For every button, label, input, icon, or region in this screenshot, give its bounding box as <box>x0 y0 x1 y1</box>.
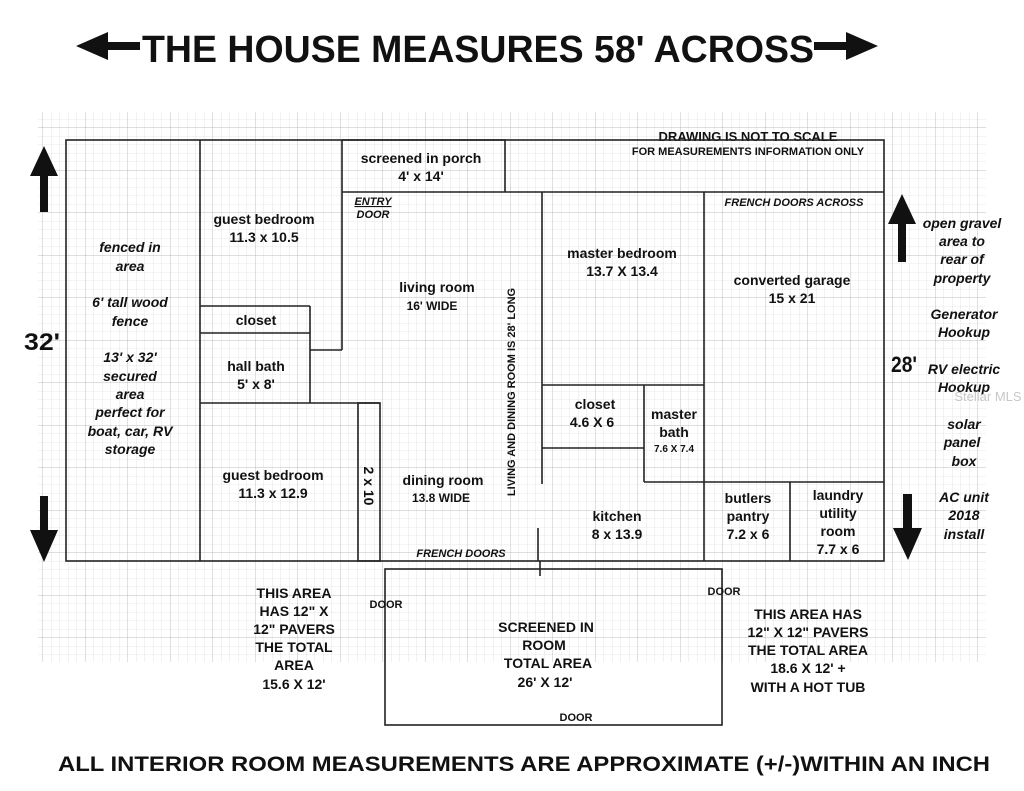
svg-text:16' WIDE: 16' WIDE <box>406 299 458 313</box>
left-height-label: 32' <box>24 329 60 356</box>
svg-text:ENTRY: ENTRY <box>354 196 392 208</box>
svg-text:master: master <box>651 406 697 422</box>
butlers-pantry-label <box>725 490 772 542</box>
svg-text:RV electric: RV electric <box>927 361 1001 377</box>
svg-text:box: box <box>951 453 977 469</box>
svg-text:7.6 X 7.4: 7.6 X 7.4 <box>653 444 695 455</box>
svg-text:18.6 X 12' +: 18.6 X 12' + <box>770 660 846 676</box>
svg-text:5' x 8': 5' x 8' <box>237 376 275 392</box>
right-height-label: 28' <box>891 352 917 377</box>
title-arrow-left <box>76 32 140 60</box>
svg-text:perfect for: perfect for <box>95 404 165 420</box>
svg-text:area: area <box>115 386 145 402</box>
footer-note: ALL INTERIOR ROOM MEASUREMENTS ARE APPROXIMATE (+/-)WITHIN AN INCH <box>58 753 990 776</box>
closet-1-label: closet <box>235 312 277 328</box>
svg-text:dining room: dining room <box>402 472 484 488</box>
svg-text:13.8 WIDE: 13.8 WIDE <box>411 491 471 505</box>
svg-text:bath: bath <box>659 424 689 440</box>
svg-text:fenced in: fenced in <box>99 239 161 255</box>
svg-text:kitchen: kitchen <box>592 508 642 524</box>
svg-text:panel: panel <box>943 434 981 450</box>
svg-text:15.6 X 12': 15.6 X 12' <box>262 676 326 692</box>
right-pavers-note <box>748 606 869 695</box>
screened-room-label <box>498 619 594 690</box>
svg-text:Generator: Generator <box>930 306 998 322</box>
svg-text:area: area <box>115 258 145 274</box>
svg-text:13.7 X 13.4: 13.7 X 13.4 <box>586 263 658 279</box>
svg-text:utility: utility <box>819 505 857 521</box>
svg-text:room: room <box>820 523 856 539</box>
svg-text:guest bedroom: guest bedroom <box>222 467 324 483</box>
svg-text:13' x 32': 13' x 32' <box>103 349 157 365</box>
svg-text:ROOM: ROOM <box>522 637 566 653</box>
svg-text:7.7 x 6: 7.7 x 6 <box>816 541 860 557</box>
svg-text:pantry: pantry <box>726 508 770 524</box>
svg-text:15 x 21: 15 x 21 <box>768 290 816 306</box>
living-dining-length-note: LIVING AND DINING ROOM IS 28' LONG <box>506 287 518 497</box>
svg-text:open gravel: open gravel <box>922 215 1002 231</box>
svg-text:closet: closet <box>574 396 616 412</box>
svg-text:SCREENED IN: SCREENED IN <box>498 619 594 635</box>
svg-text:THE TOTAL: THE TOTAL <box>255 639 333 655</box>
svg-text:Hookup: Hookup <box>937 379 991 395</box>
svg-text:8 x 13.9: 8 x 13.9 <box>591 526 643 542</box>
svg-text:11.3 x 12.9: 11.3 x 12.9 <box>238 485 308 501</box>
screened-room-door-right: DOOR <box>707 586 741 598</box>
svg-text:butlers: butlers <box>724 490 772 506</box>
svg-text:HAS 12" X: HAS 12" X <box>259 603 329 619</box>
svg-text:6' tall wood: 6' tall wood <box>92 294 168 310</box>
screened-room-door-bottom: DOOR <box>559 712 593 724</box>
watermark: Stellar MLS <box>954 389 1022 404</box>
svg-text:THIS AREA: THIS AREA <box>256 585 332 601</box>
svg-text:guest bedroom: guest bedroom <box>213 211 315 227</box>
svg-text:area to: area to <box>939 233 985 249</box>
svg-text:26' X 12': 26' X 12' <box>517 674 573 690</box>
svg-text:rear of: rear of <box>940 251 984 267</box>
svg-text:hall bath: hall bath <box>227 358 285 374</box>
svg-text:secured: secured <box>103 368 157 384</box>
svg-text:11.3 x 10.5: 11.3 x 10.5 <box>229 229 299 245</box>
screened-room-door-left: DOOR <box>369 599 403 611</box>
svg-text:DOOR: DOOR <box>356 209 390 221</box>
svg-text:laundry: laundry <box>812 487 864 503</box>
svg-text:TOTAL AREA: TOTAL AREA <box>503 655 593 671</box>
svg-text:converted garage: converted garage <box>733 272 851 288</box>
svg-text:Hookup: Hookup <box>937 324 991 340</box>
svg-text:solar: solar <box>947 416 981 432</box>
narrow-closet-label: 2 x 10 <box>361 466 377 506</box>
svg-text:AC unit: AC unit <box>939 489 989 505</box>
svg-text:living room: living room <box>399 279 475 295</box>
svg-text:property: property <box>933 270 991 286</box>
scale-note-line2: FOR MEASUREMENTS INFORMATION ONLY <box>631 146 865 158</box>
svg-text:4.6 X 6: 4.6 X 6 <box>569 414 615 430</box>
svg-text:7.2 x 6: 7.2 x 6 <box>726 526 770 542</box>
svg-text:screened in porch: screened in porch <box>360 150 482 166</box>
svg-text:storage: storage <box>104 441 156 457</box>
svg-text:master bedroom: master bedroom <box>567 245 677 261</box>
svg-text:12" X 12" PAVERS: 12" X 12" PAVERS <box>747 624 869 640</box>
svg-text:install: install <box>943 526 985 542</box>
svg-text:THE TOTAL AREA: THE TOTAL AREA <box>747 642 869 658</box>
svg-text:4' x 14': 4' x 14' <box>398 168 444 184</box>
french-doors-across-label: FRENCH DOORS ACROSS <box>724 197 864 209</box>
scale-note-line1: DRAWING IS NOT TO SCALE <box>658 129 838 144</box>
svg-text:12" PAVERS: 12" PAVERS <box>253 621 335 637</box>
svg-text:2018: 2018 <box>948 507 980 523</box>
svg-text:WITH A HOT TUB: WITH A HOT TUB <box>750 679 866 695</box>
svg-text:THIS AREA HAS: THIS AREA HAS <box>754 606 862 622</box>
entry-door-label <box>354 196 393 221</box>
page-title: THE HOUSE MEASURES 58' ACROSS <box>142 29 814 71</box>
svg-text:AREA: AREA <box>274 657 314 673</box>
french-doors-label: FRENCH DOORS <box>416 548 506 560</box>
svg-text:boat, car, RV: boat, car, RV <box>87 423 173 439</box>
title-arrow-right <box>814 32 878 60</box>
svg-text:fence: fence <box>111 313 149 329</box>
